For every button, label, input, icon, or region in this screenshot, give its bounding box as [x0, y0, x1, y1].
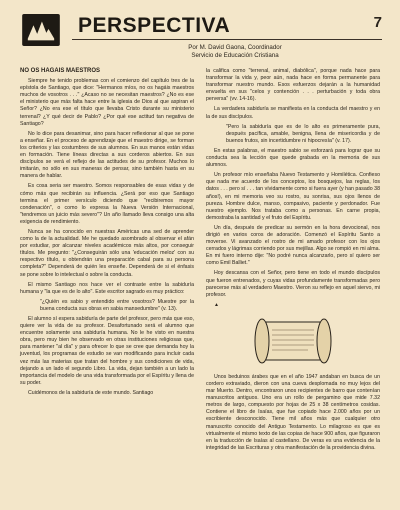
paragraph: En estas palabras, el maestro sabio se esforzará para lograr que su conducta sea la lección que quede grabada en la memoria de sus alumnos. [206, 147, 380, 169]
paragraph: Un día, después de predicar su sermón en la hora devocional, nos dirigió en varios coros de adoración. Comenzó el Espíritu Santo a moverse. Vi avanzado el rostro de mi amado profesor con los ojos cerrados y lágrimas corriendo por sus mejillas. Algo se rompió en mi alma. En mi fuero interno dije: "No podré nunca alcanzarlo, pero sí quiero ser como Emil Balliet." [206, 224, 380, 267]
end-mark [206, 302, 380, 309]
paragraph: El alumno sí espera sabiduría de parte del profesor, pero más que eso, quiere ver la vida de su profesor. Desafortunado será el alumno que encuentre solamente una sabiduría humana. No le he visto en nuestra obra, pero muy bien he observado en otras instituciones religiosas que, para mantener "al día" y para ofrecer lo que se cree que demanda hoy la juventud, los programas de estudio se van modificando para incluir cada vez más las materias que tratan del hombre y sus condiciones de vida, dejando a un lado el segundo Libro. La vida, dejan también a un lado la importancia del modelo de una vida transformada por el Espíritu y llena de su poder. [20, 316, 194, 386]
paragraph: Nunca se ha conocido en nuestras Américas una sed de aprender como la de la actualidad. Me he quedado asombrado al observar el afán por estudiar, por alcanzar niveles académicos más altos, por conseguir títulos. Me pregunto: "¿Conseguirán sólo una 'educación meloz' con su respectivo título, u obtendrán una preparación cabal para su persona completa?" Dependerá de quién les enseñe. Dependerá de si el énfasis se pone sobre lo intelectual o sobre la conducta. [20, 228, 194, 278]
header-rule [72, 39, 382, 40]
quote: "Pero la sabiduría que es de lo alto es primeramente pura, después pacífica, amable, benigna, llena de misericordia y de buenos frutos, sin incertidumbre ni hipocresía" (v. 17). [226, 123, 380, 144]
paragraph: Un profesor mío enseñaba Nuevo Testamento y Homilética. Confieso que nada me acuerdo de los conceptos, los bosquejos, las reglas, los datos . . . pero sí . . . tan vívidamente como si fuera ayer (y han pasado 38 años!), en mi memoria veo su rostro, su sonrisa, sus ojos llenos de pureza. Hombre dulce, manso, compasivo, paciente y perdonador. Fue nuestro ejemplo. Nos trataba como a personas. En carne propia, demostraba la santidad y el fruto del Espíritu. [206, 172, 380, 221]
scroll-icon [248, 312, 338, 370]
byline-dept: Servicio de Educación Cristiana [191, 52, 279, 59]
byline [150, 44, 320, 60]
end-triangle-icon: ▲ [214, 301, 219, 308]
paragraph: Siempre he tenido problemas con el comienzo del capítulo tres de la epístola de Santiago, que dice: "Hermanos míos, no os hagáis maestros muchos de vosotros . . ." ¿Acaso no se necesitan maestros? ¿No es ese el ministerio que más falta hace entre la iglesia de Dios al que aspiran el Señor? ¿No era ese el título que llevaba Cristo durante su ministerio terrenal? ¿Y qué decir de Pablo? ¿Por qué ese actitud tan negativa de Santiago? [20, 78, 194, 127]
article-column-left [20, 68, 194, 400]
scroll-illustration-space [206, 312, 380, 374]
paragraph: El mismo Santiago nos hace ver el contraste entre la sabiduría humana y "la que es de lo alto". Este escritor sagrado es muy práctico: [20, 281, 194, 295]
paragraph: Cuidémonos de la sabiduría de este mundo. Santiago [28, 389, 154, 396]
paragraph: Hoy descansa con el Señor, pero tiene en todo el mundo discípulos que fueron entrenados, y cuyas vidas profundamente transformadas pero parecerse más al verdadero Maestro. Vieron su reflejo en aquel siervo, mi profesor. [206, 270, 380, 298]
quote: "¿Quién es sabio y entendido entre vosotros? Muestre por la buena conducta sus obras en sabia mansedumbre" (v. 13). [40, 298, 194, 312]
paragraph: Es cosa seria ser maestro. Somos responsables de esas vidas y de cómo más que recibirán su influencia. ¿Será por eso que Santiago termina el primer versículo diciendo que "recibiremos mayor condenación", o como lo expresa la Nueva Versión Internacional, "tendremos un juicio más severo"? Un año llamado lleva consigo una alta exigencia de rendimiento. [20, 183, 194, 225]
paragraph: La verdadera sabiduría se manifiesta en la conducta del maestro y en la de sus discípulos. [206, 106, 380, 120]
article-column-right [206, 68, 380, 455]
article-heading: NO OS HAGAIS MAESTROS [20, 68, 101, 74]
paragraph: Unos beduinos árabes que en el año 1947 andaban en busca de un cordero extraviado, dieron con una cueva desplomada no muy lejos del mar Muerto. Dentro, encontraron unos recipientes de barro que contenían manuscritos antiguos. Uno era un rollo de pergamino que mide 7.32 metros de largo, compuesto por hojas de 25 x 38 centímetros cosidas. Contiene el libro de Isaías, que fue copiado hace 2.000 años por un escribiente desconocido. Tiene mil años más que cualquier otro manuscrito conocido del Antiguo Testamento. Lo milagroso es que es virtualmente el mismo texto de las copias de hace 900 años, que figuraron en la traducción de Isaías al castellano. De veras es una evidencia de la integridad de las Escrituras y otra manifestación de la providencia divina. [206, 373, 380, 451]
byline-author: Por M. David Gaona, Coordinador [188, 44, 282, 51]
paragraph: No lo dice para desanimar, sino para hacer reflexionar al que se pone a enseñar. En el proceso de aprendizaje que el maestro dirige, se forman los criterios y las costumbres de sus alumnos. En sus manos están vidas en formación. Tiene líneas directas a sus corderos abiertos. En sus discípulos se verá el reflejo de las actitudes de su profesor. Muchos lo imitarán, no sólo en sus maneras de pensar, sino también hasta en su manera de hablar. [20, 130, 194, 180]
page-number: 7 [373, 14, 382, 31]
logo-mark-icon [22, 14, 60, 46]
page-title: PERSPECTIVA [78, 14, 231, 37]
paragraph: la califica como "terrenal, animal, diabólica", porque nada hace para transformar la vida y, peor aún, nada hace en forma permanente para transformar nuestro mundo. Esos esfuerzos dejarán a la humanidad envuelta en sus "celos y contención . . . perturbación y toda obra perversa" (vv. 14-16). [206, 68, 380, 103]
